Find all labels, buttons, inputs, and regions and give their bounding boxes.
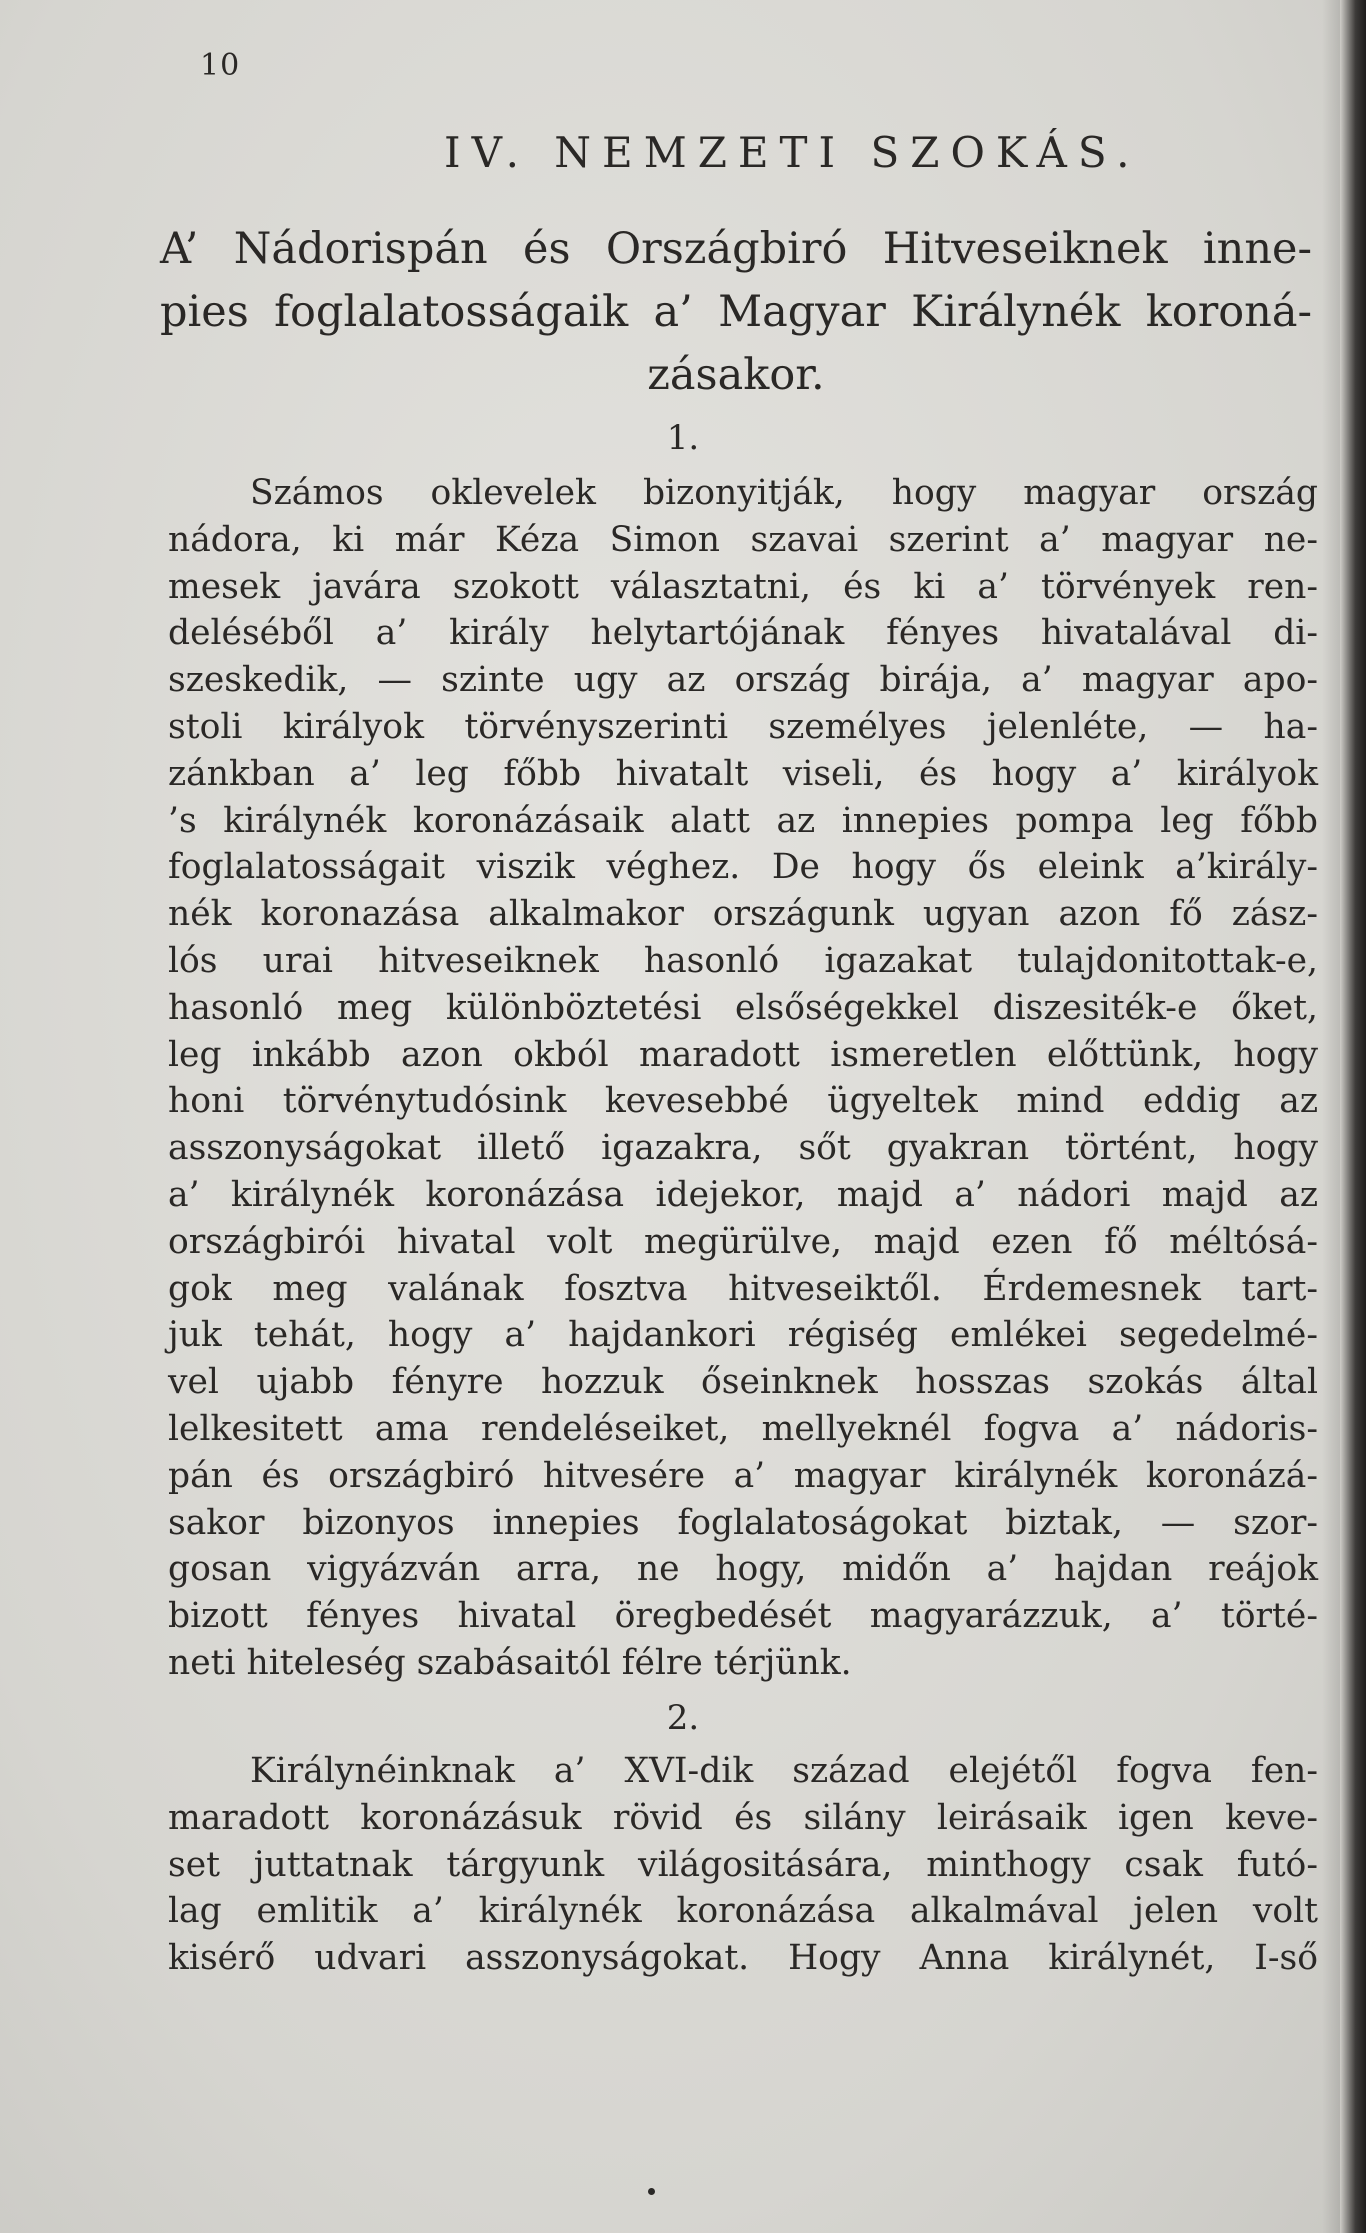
text-line: nádora, ki már Kéza Simon szavai szerint a’ magyar ne- xyxy=(168,519,1318,560)
section-2-text xyxy=(168,1748,1318,1982)
text-line: bizott fényes hivatal öregbedését magyarázzuk, a’ törté- xyxy=(168,1596,1318,1637)
text-line: lelkesitett ama rendeléseiket, mellyeknél fogva a’ nádoris- xyxy=(168,1408,1318,1449)
text-line: gosan vigyázván arra, ne hogy, midőn a’ hajdan reájok xyxy=(168,1549,1318,1590)
text-line: vel ujabb fényre hozzuk őseinknek hosszas szokás által xyxy=(168,1362,1318,1403)
text-line: a’ királynék koronázása idejekor, majd a’ nádori majd az xyxy=(168,1174,1318,1215)
text-line: stoli királyok törvényszerinti személyes jelenléte, — ha- xyxy=(168,706,1318,747)
text-line: zánkban a’ leg főbb hivatalt viseli, és hogy a’ királyok xyxy=(168,753,1318,794)
title-line: zásakor. xyxy=(647,350,825,400)
text-line: set juttatnak tárgyunk világositására, minthogy csak futó- xyxy=(168,1844,1318,1885)
text-line: gok meg valának fosztva hitveseiktől. Érdemesnek tart- xyxy=(168,1268,1318,1309)
text-line: leg inkább azon okból maradott ismeretlen előttünk, hogy xyxy=(168,1034,1318,1075)
text-line: honi törvénytudósink kevesebbé ügyeltek mind eddig az xyxy=(168,1081,1318,1122)
text-line: asszonyságokat illető igazakra, sőt gyakran történt, hogy xyxy=(168,1128,1318,1169)
text-line: pán és országbiró hitvesére a’ magyar királynék koronázá- xyxy=(168,1455,1318,1496)
chapter-heading: IV. NEMZETI SZOKÁS. xyxy=(444,128,1141,177)
section-1-text xyxy=(168,470,1318,1687)
text-line: Királynéinknak a’ XVI-dik század elejétől fogva fen- xyxy=(250,1751,1318,1791)
text-line: szeskedik, — szinte ugy az ország birája, a’ magyar apo- xyxy=(168,660,1318,701)
book-spine xyxy=(1340,0,1366,2233)
section-number: 2. xyxy=(666,1698,700,1738)
text-line: mesek javára szokott választatni, és ki a’ törvények ren- xyxy=(168,566,1318,607)
text-line: Számos oklevelek bizonyitják, hogy magyar ország xyxy=(250,473,1318,513)
gutter-shadow xyxy=(1322,0,1340,2233)
text-line: neti hiteleség szabásaitól félre térjünk. xyxy=(168,1642,852,1683)
text-line: maradott koronázásuk rövid és silány leirásaik igen keve- xyxy=(168,1797,1318,1838)
text-line: deléséből a’ király helytartójának fényes hivatalával di- xyxy=(168,613,1318,654)
print-mark xyxy=(648,2188,655,2195)
page-number: 10 xyxy=(200,48,241,83)
text-line: hasonló meg különböztetési elsőségekkel diszesiték-e őket, xyxy=(168,987,1318,1028)
text-line: ’s királynék koronázásaik alatt az innepies pompa leg főbb xyxy=(168,800,1318,841)
text-line: országbirói hivatal volt megürülve, majd ezen fő méltósá- xyxy=(168,1221,1318,1262)
section-number: 1. xyxy=(666,418,700,458)
title-line: pies foglalatosságaik a’ Magyar Királynék koroná- xyxy=(160,287,1312,337)
text-line: juk tehát, hogy a’ hajdankori régiség emlékei segedelmé- xyxy=(168,1315,1318,1356)
text-line: sakor bizonyos innepies foglalatoságokat biztak, — szor- xyxy=(168,1502,1318,1543)
text-line: nék koronazása alkalmakor országunk ugyan azon fő zász- xyxy=(168,894,1318,935)
text-line: lag emlitik a’ királynék koronázása alkalmával jelen volt xyxy=(168,1891,1318,1932)
text-line: foglalatosságait viszik véghez. De hogy ős eleink a’király- xyxy=(168,847,1318,888)
text-line: kisérő udvari asszonyságokat. Hogy Anna királynét, I-ső xyxy=(168,1938,1318,1979)
article-title xyxy=(160,218,1312,407)
text-line: lós urai hitveseiknek hasonló igazakat tulajdonitottak-e, xyxy=(168,940,1318,981)
title-line: A’ Nádorispán és Országbiró Hitveseiknek inne- xyxy=(160,224,1312,274)
